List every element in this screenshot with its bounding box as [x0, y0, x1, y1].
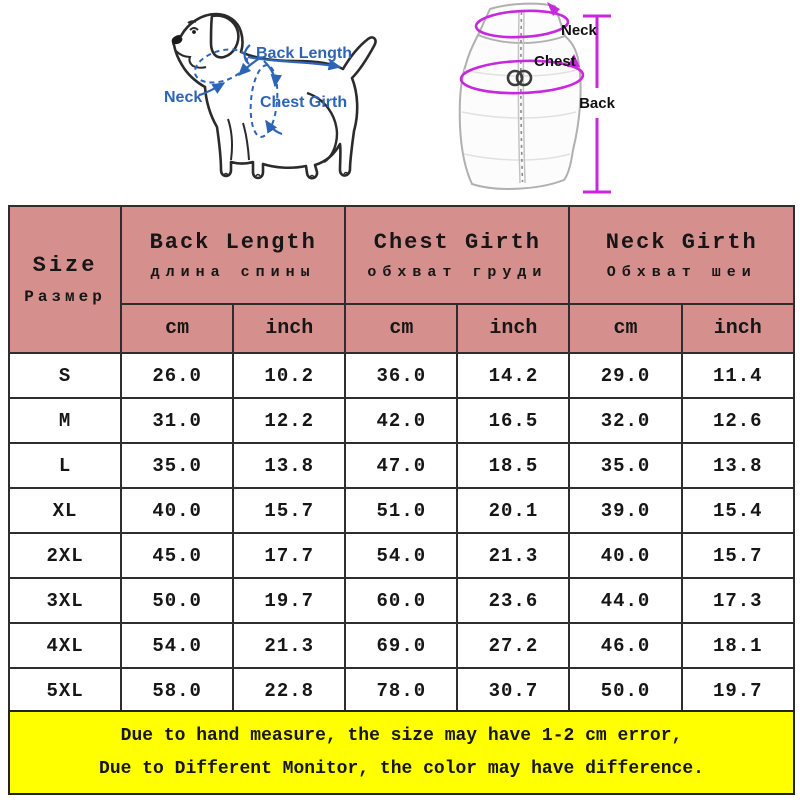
note-line-1: Due to hand measure, the size may have 1-2 cm error, — [120, 725, 683, 746]
table-row-5xl — [9, 668, 794, 713]
group-label-ru: длина спины — [150, 263, 316, 281]
vest-back-label: Back — [579, 95, 615, 112]
size-cell: 2XL — [9, 533, 121, 578]
unit-header: inch — [457, 304, 569, 353]
table-row-3xl — [9, 578, 794, 623]
value-cell: 13.8 — [233, 443, 345, 488]
unit-header: cm — [569, 304, 681, 353]
unit-header: cm — [121, 304, 233, 353]
value-cell: 17.3 — [682, 578, 794, 623]
value-cell: 18.5 — [457, 443, 569, 488]
value-cell: 22.8 — [233, 668, 345, 713]
value-cell: 29.0 — [569, 353, 681, 398]
value-cell: 19.7 — [233, 578, 345, 623]
size-cell: 4XL — [9, 623, 121, 668]
value-cell: 11.4 — [682, 353, 794, 398]
size-cell: 5XL — [9, 668, 121, 713]
group-header-neck-girth — [569, 206, 794, 304]
value-cell: 21.3 — [457, 533, 569, 578]
value-cell: 14.2 — [457, 353, 569, 398]
table-row-4xl — [9, 623, 794, 668]
value-cell: 42.0 — [345, 398, 457, 443]
value-cell: 15.4 — [682, 488, 794, 533]
value-cell: 31.0 — [121, 398, 233, 443]
value-cell: 78.0 — [345, 668, 457, 713]
value-cell: 50.0 — [569, 668, 681, 713]
group-label-ru: обхват груди — [367, 263, 548, 281]
value-cell: 15.7 — [682, 533, 794, 578]
value-cell: 44.0 — [569, 578, 681, 623]
value-cell: 15.7 — [233, 488, 345, 533]
vest-neck-label: Neck — [561, 22, 597, 39]
group-label-en: Back Length — [149, 229, 317, 255]
group-header-back-length — [121, 206, 345, 304]
value-cell: 69.0 — [345, 623, 457, 668]
table-row-m — [9, 398, 794, 443]
value-cell: 19.7 — [682, 668, 794, 713]
size-table — [8, 205, 795, 714]
dog-neck-label: Neck — [164, 89, 203, 106]
group-label-en: Chest Girth — [373, 229, 541, 255]
value-cell: 35.0 — [569, 443, 681, 488]
value-cell: 27.2 — [457, 623, 569, 668]
dog-measurement-diagram — [160, 5, 390, 195]
value-cell: 10.2 — [233, 353, 345, 398]
size-cell: XL — [9, 488, 121, 533]
value-cell: 58.0 — [121, 668, 233, 713]
size-cell: L — [9, 443, 121, 488]
size-cell: M — [9, 398, 121, 443]
value-cell: 40.0 — [121, 488, 233, 533]
measurement-note — [8, 710, 795, 795]
unit-header: inch — [233, 304, 345, 353]
value-cell: 35.0 — [121, 443, 233, 488]
group-header-row — [9, 206, 794, 304]
unit-header: inch — [682, 304, 794, 353]
value-cell: 47.0 — [345, 443, 457, 488]
value-cell: 54.0 — [121, 623, 233, 668]
value-cell: 51.0 — [345, 488, 457, 533]
value-cell: 50.0 — [121, 578, 233, 623]
dog-back-length-label: Back Length — [256, 45, 353, 62]
value-cell: 60.0 — [345, 578, 457, 623]
value-cell: 17.7 — [233, 533, 345, 578]
size-header-ru: Размер — [24, 288, 106, 306]
value-cell: 45.0 — [121, 533, 233, 578]
group-label-ru: Обхват шеи — [606, 263, 757, 281]
table-row-xl — [9, 488, 794, 533]
size-header-cell — [9, 206, 121, 353]
value-cell: 26.0 — [121, 353, 233, 398]
table-row-2xl — [9, 533, 794, 578]
value-cell: 32.0 — [569, 398, 681, 443]
unit-header: cm — [345, 304, 457, 353]
value-cell: 12.6 — [682, 398, 794, 443]
group-label-en: Neck Girth — [605, 229, 758, 255]
size-header-en: Size — [32, 253, 98, 278]
value-cell: 46.0 — [569, 623, 681, 668]
value-cell: 21.3 — [233, 623, 345, 668]
size-cell: S — [9, 353, 121, 398]
value-cell: 13.8 — [682, 443, 794, 488]
value-cell: 54.0 — [345, 533, 457, 578]
table-row-s — [9, 353, 794, 398]
value-cell: 12.2 — [233, 398, 345, 443]
vest-measurement-diagram — [420, 0, 655, 205]
group-header-chest-girth — [345, 206, 569, 304]
value-cell: 40.0 — [569, 533, 681, 578]
unit-header-row — [9, 304, 794, 353]
value-cell: 16.5 — [457, 398, 569, 443]
value-cell: 18.1 — [682, 623, 794, 668]
dog-eye — [192, 30, 196, 34]
table-row-l — [9, 443, 794, 488]
size-cell: 3XL — [9, 578, 121, 623]
value-cell: 23.6 — [457, 578, 569, 623]
dog-toes — [224, 173, 348, 178]
value-cell: 20.1 — [457, 488, 569, 533]
value-cell: 36.0 — [345, 353, 457, 398]
value-cell: 30.7 — [457, 668, 569, 713]
dog-chest-girth-label: Chest Girth — [260, 94, 348, 111]
note-line-2: Due to Different Monitor, the color may have difference. — [99, 759, 704, 780]
vest-chest-label: Chest — [534, 53, 576, 70]
value-cell: 39.0 — [569, 488, 681, 533]
